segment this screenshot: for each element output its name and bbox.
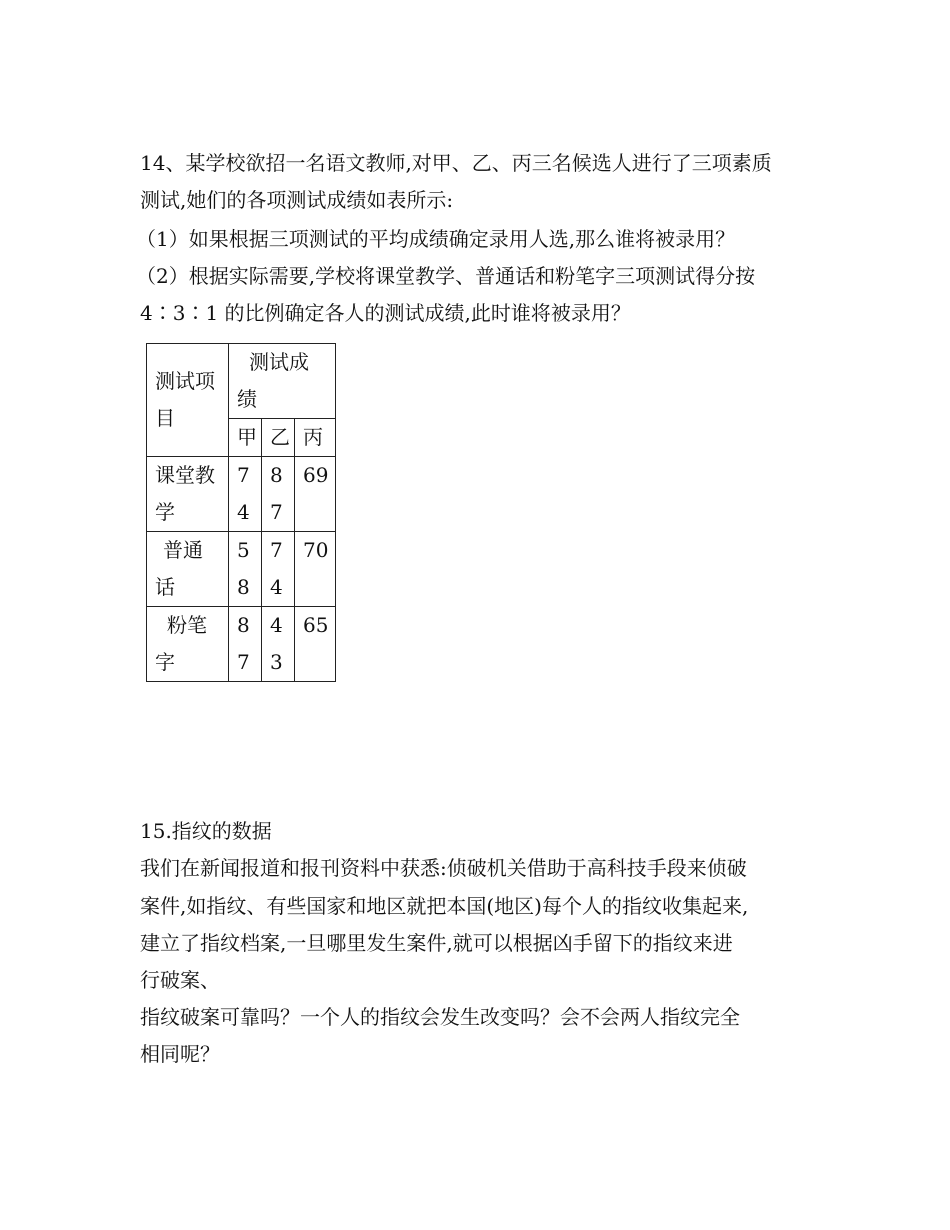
candidate-a-header: 甲: [229, 419, 262, 457]
score-table: [146, 343, 336, 682]
row-item-line-2: 话: [155, 575, 175, 599]
header-score-cell: [229, 344, 336, 419]
score-b-cell: [262, 607, 295, 682]
header-item-line-2: 目: [155, 406, 175, 430]
row-item-cell: [147, 532, 229, 607]
q14-part-2-line-2: 4∶3∶1 的比例确定各人的测试成绩,此时谁将被录用？: [140, 301, 631, 325]
score-a-cell: [229, 532, 262, 607]
score-a-line-1: 7: [237, 463, 250, 487]
score-b-line-2: 3: [270, 650, 283, 674]
q14-part-1: （1）如果根据三项测试的平均成绩确定录用人选,那么谁将被录用？: [136, 227, 736, 251]
score-b-cell: [262, 457, 295, 532]
table-row: [147, 607, 336, 682]
score-b-line-2: 7: [270, 500, 283, 524]
score-a-line-1: 8: [237, 613, 250, 637]
score-a-line-2: 4: [237, 500, 250, 524]
q15-line-2: 案件,如指纹、有些国家和地区就把本国(地区)每个人的指纹收集起来,: [140, 894, 749, 918]
score-a-line-2: 8: [237, 575, 250, 599]
row-item-line-2: 学: [155, 500, 175, 524]
score-b-line-1: 8: [270, 463, 283, 487]
q15-title: 15.指纹的数据: [140, 819, 272, 843]
score-c-cell: 65: [295, 607, 336, 682]
row-item-line-1: 普通: [163, 538, 203, 562]
q15-line-3: 建立了指纹档案,一旦哪里发生案件,就可以根据凶手留下的指纹来进: [140, 931, 733, 955]
table-header-row: [147, 344, 336, 419]
score-a-line-1: 5: [237, 538, 250, 562]
score-c-cell: 69: [295, 457, 336, 532]
candidate-c-header: 丙: [295, 419, 336, 457]
table-row: [147, 532, 336, 607]
score-b-line-1: 4: [270, 613, 283, 637]
header-score-line-2: 绩: [237, 387, 257, 411]
score-b-cell: [262, 532, 295, 607]
score-b-line-2: 4: [270, 575, 283, 599]
score-b-line-1: 7: [270, 538, 283, 562]
q14-part-2-line-1: （2）根据实际需要,学校将课堂教学、普通话和粉笔字三项测试得分按: [136, 264, 756, 288]
candidate-b-header: 乙: [262, 419, 295, 457]
score-a-line-2: 7: [237, 650, 250, 674]
score-a-cell: [229, 457, 262, 532]
row-item-line-2: 字: [155, 650, 175, 674]
row-item-cell: [147, 457, 229, 532]
row-item-line-1: 粉笔: [167, 613, 207, 637]
q14-line-2: 测试,她们的各项测试成绩如表所示:: [140, 188, 454, 212]
table-row: [147, 457, 336, 532]
score-c-cell: 70: [295, 532, 336, 607]
q15-line-4: 行破案、: [140, 968, 220, 992]
q15-line-6: 相同呢？: [140, 1042, 220, 1066]
q14-line-1: 14、某学校欲招一名语文教师,对甲、乙、丙三名候选人进行了三项素质: [140, 151, 772, 175]
header-score-line-1: 测试成: [249, 350, 309, 374]
header-item-cell: [147, 344, 229, 457]
score-a-cell: [229, 607, 262, 682]
q15-line-5: 指纹破案可靠吗？一个人的指纹会发生改变吗？会不会两人指纹完全: [140, 1005, 740, 1029]
row-item-cell: [147, 607, 229, 682]
row-item-line-1: 课堂教: [155, 463, 215, 487]
q15-line-1: 我们在新闻报道和报刊资料中获悉:侦破机关借助于高科技手段来侦破: [140, 856, 747, 880]
header-item-line-1: 测试项: [155, 369, 215, 393]
